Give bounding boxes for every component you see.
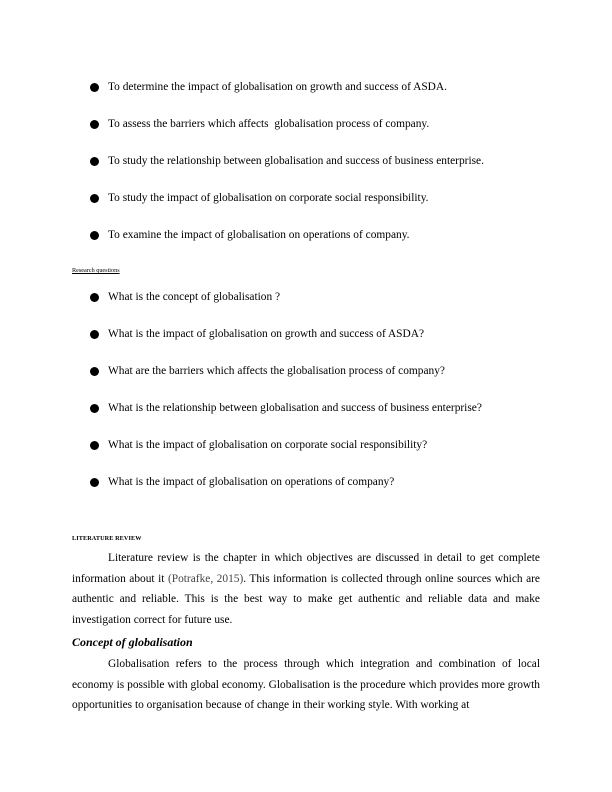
bullet-icon: [90, 293, 99, 302]
bullet-icon: [90, 330, 99, 339]
question-text: What is the impact of globalisation on growth and success of ASDA?: [108, 328, 425, 340]
question-text: What is the concept of globalisation ?: [108, 291, 281, 303]
literature-review-paragraph: [72, 548, 540, 630]
citation: (Potrafke, 2015): [167, 572, 244, 585]
objective-text: To determine the impact of globalisation on growth and success of ASDA.: [108, 81, 447, 93]
research-questions-heading: Research questions: [72, 267, 120, 274]
bullet-icon: [90, 157, 99, 166]
question-text: What is the impact of globalisation on corporate social responsibility?: [108, 439, 428, 451]
concept-heading: Concept of globalisation: [72, 635, 193, 649]
question-text: What is the relationship between globalisation and success of business enterprise?: [108, 402, 482, 414]
literature-review-text-cont: . This information is collected through online sources which are authentic and reliable. This is the best way to make get authentic and reliable data and make investigation correct for future use.: [72, 572, 540, 626]
bullet-icon: [90, 441, 99, 450]
objective-text: To examine the impact of globalisation on operations of company.: [108, 229, 410, 241]
question-text: What are the barriers which affects the globalisation process of company?: [108, 365, 445, 377]
bullet-icon: [90, 120, 99, 129]
concept-text: Globalisation refers to the process through which integration and combination of local economy is possible with global economy. Globalisation is the procedure which provides more growth opportunities to organisation because of change in their working style. With working at: [72, 658, 540, 711]
bullet-icon: [90, 83, 99, 92]
bullet-icon: [90, 367, 99, 376]
literature-review-heading: LITERATURE REVIEW: [72, 535, 142, 542]
objective-text: To study the impact of globalisation on corporate social responsibility.: [108, 192, 429, 204]
bullet-icon: [90, 478, 99, 487]
question-text: What is the impact of globalisation on operations of company?: [108, 476, 395, 488]
literature-review-text: Literature review is the chapter in which objectives are discussed in detail to get complete information about it: [72, 552, 540, 585]
objective-text: To study the relationship between globalisation and success of business enterprise.: [108, 155, 484, 167]
bullet-icon: [90, 231, 99, 240]
bullet-icon: [90, 194, 99, 203]
objective-text: To assess the barriers which affects globalisation process of company.: [108, 118, 430, 130]
bullet-icon: [90, 404, 99, 413]
concept-paragraph: [72, 654, 540, 716]
